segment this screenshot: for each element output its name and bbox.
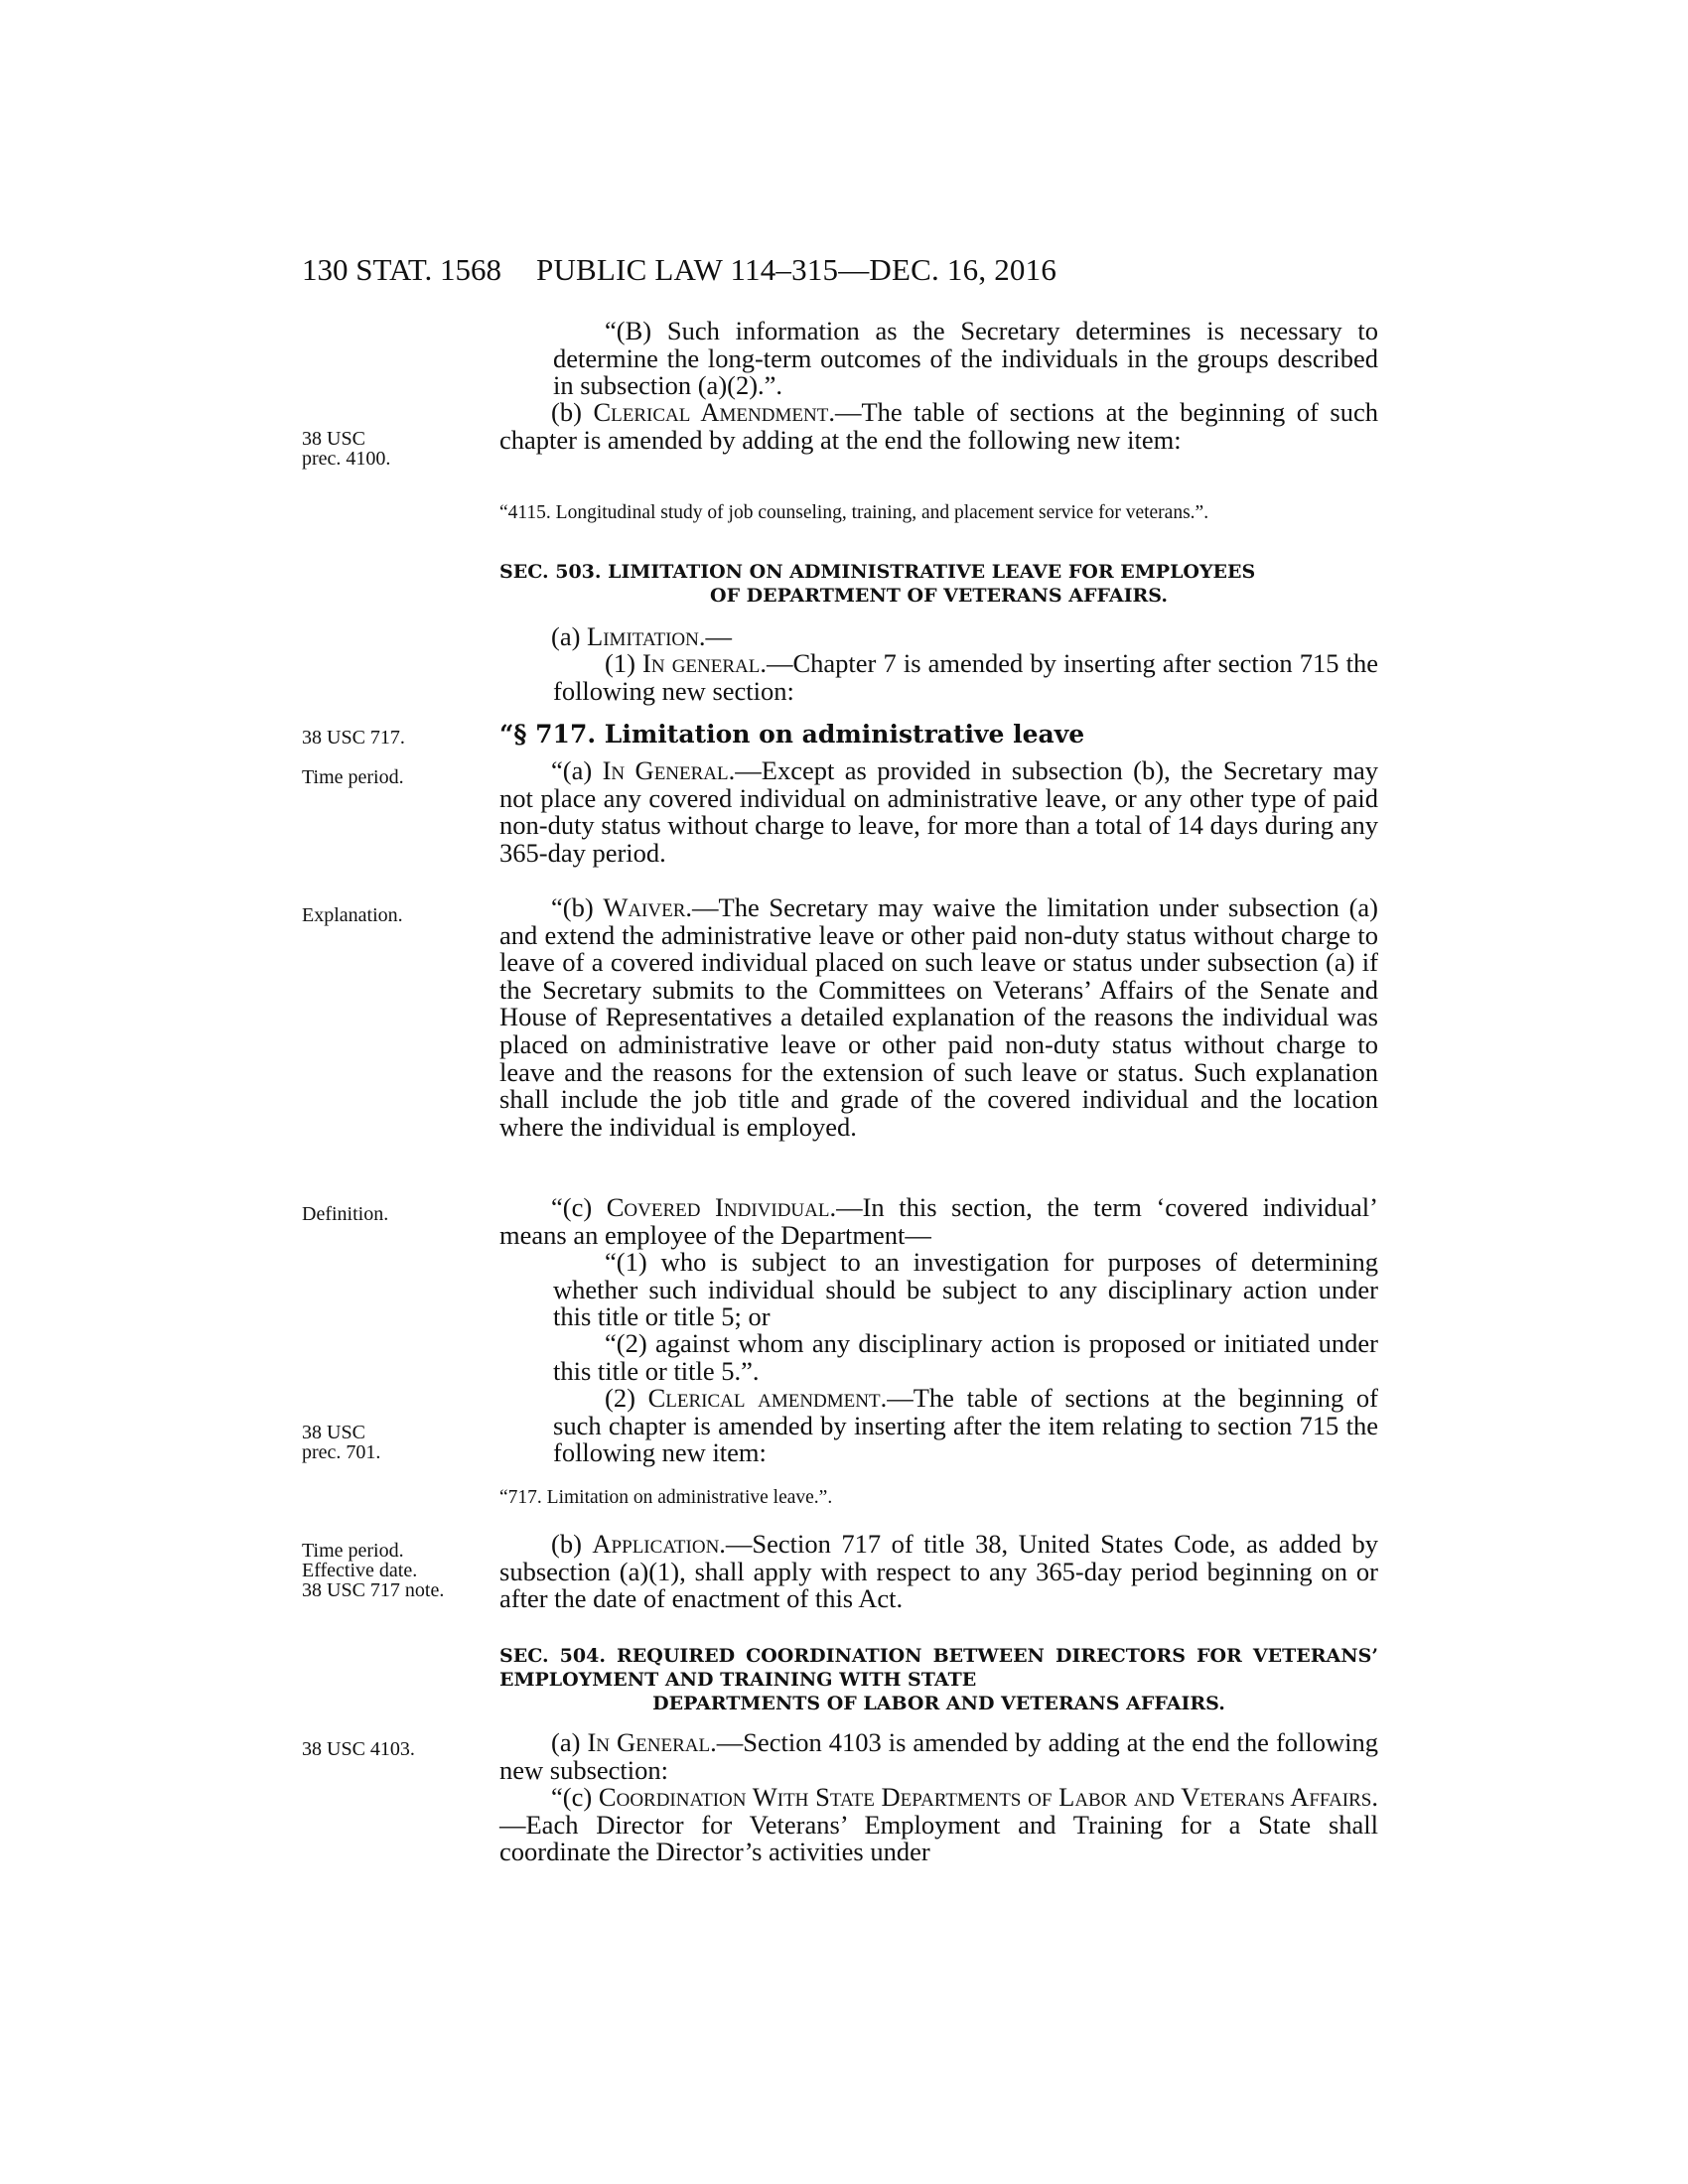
paragraph-a-limitation: (a) Limitation.— [551, 621, 732, 651]
toc-item-4115: “4115. Longitudinal study of job counseling, training, and placement service for veterans.”. [499, 502, 1209, 523]
page-header [302, 252, 1378, 292]
paragraph-717-c-covered-individual: “(c) Covered Individual.—In this section, the term ‘covered individual’ means an employee of the Department— [499, 1192, 1378, 1250]
section-503-heading: SEC. 503. LIMITATION ON ADMINISTRATIVE LEAVE FOR EMPLOYEES OF DEPARTMENT OF VETERANS AFFAIRS. [499, 561, 1256, 607]
paragraph-clerical-amendment: (b) Clerical Amendment.—The table of sections at the beginning of such chapter is amended by adding at the end the following new item: [499, 397, 1378, 455]
margin-note-38-usc-prec-4100: 38 USC prec. 4100. [302, 428, 391, 470]
paragraph-b-application: (b) Application.—Section 717 of title 38, United States Code, as added by subsection (a)(1), shall apply with respect to any 365-day period beginning on or after the date of enactment of this Act. [499, 1529, 1379, 1614]
paragraph-504-a-in-general: (a) In General.—Section 4103 is amended by adding at the end the following new subsection: [499, 1727, 1378, 1785]
paragraph-a2-clerical-amendment: (2) Clerical amendment.—The table of sections at the beginning of such chapter is amended by inserting after the item relating to section 715 the following new item: [553, 1383, 1378, 1468]
margin-note-time-period: Time period. [302, 766, 404, 788]
margin-note-explanation: Explanation. [302, 904, 403, 926]
margin-note-effective-date: Time period. Effective date. 38 USC 717 note. [302, 1540, 445, 1601]
paragraph-b-such-information: “(B) Such information as the Secretary determines is necessary to determine the long-term outcomes of the individuals in the groups described in subsection (a)(2).”. [553, 316, 1378, 401]
section-504-heading: SEC. 504. REQUIRED COORDINATION BETWEEN DIRECTORS FOR VETERANS’ EMPLOYMENT AND TRAINING WITH STATE DEPARTMENTS OF LABOR AND VETERANS AFFAIRS. [499, 1645, 1378, 1714]
margin-note-38-usc-prec-701: 38 USC prec. 701. [302, 1422, 381, 1463]
paragraph-a1-in-general: (1) In general.—Chapter 7 is amended by inserting after section 715 the following new section: [553, 648, 1379, 706]
paragraph-4103-c-coordination: “(c) Coordination With State Departments of Labor and Veterans Affairs.—Each Director for Veterans’ Employment and Training for a State shall coordinate the Director’s activities under [499, 1782, 1378, 1867]
stat-page-number: 130 STAT. 1568 [302, 252, 502, 287]
paragraph-717-a: “(a) In General.—Except as provided in subsection (b), the Secretary may not place any covered individual on administrative leave, or any other type of paid non-duty status without charge to leave, for more than a total of 14 days during any 365-day period. [499, 755, 1378, 868]
margin-note-38-usc-4103: 38 USC 4103. [302, 1738, 415, 1760]
margin-note-38-usc-717: 38 USC 717. [302, 727, 405, 749]
paragraph-717-b-waiver: “(b) Waiver.—The Secretary may waive the limitation under subsection (a) and extend the administrative leave or other paid non-duty status without charge to leave of a covered individual placed on such leave or status under subsection (a) if the Secretary submits to the Committees on Veterans’ Affairs of the Senate and House of Representatives a detailed explanation of the reasons the individual was placed on administrative leave or other paid non-duty status without charge to leave and the reasons for the extension of such leave or status. Such explanation shall include the job title and grade of the covered individual and the location where the individual is employed. [499, 892, 1378, 1142]
running-title: PUBLIC LAW 114–315—DEC. 16, 2016 [536, 252, 1057, 287]
paragraph-717-c-2: “(2) against whom any disciplinary action is proposed or initiated under this title or title 5.”. [553, 1328, 1378, 1386]
toc-item-717: “717. Limitation on administrative leave.”. [499, 1487, 833, 1508]
section-717-heading: “§ 717. Limitation on administrative leave [499, 720, 1085, 749]
paragraph-717-c-1: “(1) who is subject to an investigation for purposes of determining whether such individual should be subject to any disciplinary action under this title or title 5; or [553, 1247, 1378, 1332]
margin-note-definition: Definition. [302, 1203, 389, 1225]
